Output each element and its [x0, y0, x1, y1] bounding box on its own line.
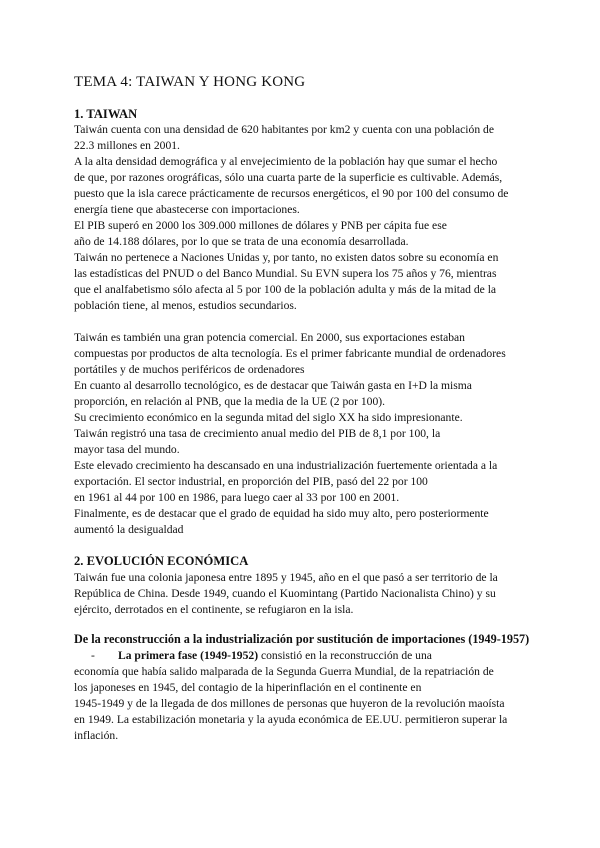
- paragraph-line: Su crecimiento económico en la segunda mitad del siglo XX ha sido impresionante.: [74, 411, 463, 424]
- paragraph-line: Taiwán registró una tasa de crecimiento anual medio del PIB de 8,1 por 100, la: [74, 427, 441, 440]
- paragraph-line: El PIB superó en 2000 los 309.000 millones de dólares y PNB per cápita fue ese: [74, 219, 447, 232]
- paragraph-line: economía que había salido malparada de la Segunda Guerra Mundial, de la repatriación de: [74, 665, 494, 678]
- section-heading: 2. EVOLUCIÓN ECONÓMICA: [74, 554, 249, 568]
- paragraph-line: En cuanto al desarrollo tecnológico, es de destacar que Taiwán gasta en I+D la misma: [74, 379, 472, 392]
- paragraph-line: Este elevado crecimiento ha descansado en una industrialización fuertemente orientada a la: [74, 459, 498, 472]
- paragraph-line: compuestas por productos de alta tecnología. Es el primer fabricante mundial de ordenadores: [74, 347, 506, 360]
- paragraph-line: los japoneses en 1945, del contagio de la hiperinflación en el continente en: [74, 681, 422, 694]
- paragraph-line: Taiwán es también una gran potencia comercial. En 2000, sus exportaciones estaban: [74, 331, 465, 344]
- bullet-text: consistió en la reconstrucción de una: [258, 649, 432, 662]
- paragraph-line: 22.3 millones en 2001.: [74, 139, 180, 152]
- paragraph-line: portátiles y de muchos periféricos de ordenadores: [74, 363, 305, 376]
- paragraph-line: Taiwán fue una colonia japonesa entre 1895 y 1945, año en el que pasó a ser territorio de la: [74, 571, 498, 584]
- subsection-heading: De la reconstrucción a la industrialización por sustitución de importaciones (1949-1957): [74, 632, 530, 646]
- paragraph-line: Taiwán cuenta con una densidad de 620 habitantes por km2 y cuenta con una población de: [74, 123, 494, 136]
- document-title: TEMA 4: TAIWAN Y HONG KONG: [74, 74, 306, 90]
- paragraph-line: de que, por razones orográficas, sólo una cuarta parte de la superficie es cultivable. Además,: [74, 171, 503, 184]
- paragraph-line: 1945-1949 y de la llegada de dos millones de personas que huyeron de la revolución maoísta: [74, 697, 505, 710]
- paragraph-line: las estadísticas del PNUD o del Banco Mundial. Su EVN supera los 75 años y 76, mientras: [74, 267, 497, 280]
- paragraph-line: que el analfabetismo sólo afecta al 5 por 100 de la población adulta y más de la mitad de la: [74, 283, 497, 296]
- paragraph-line: mayor tasa del mundo.: [74, 443, 180, 456]
- bullet-line: [91, 648, 432, 664]
- paragraph-line: en 1949. La estabilización monetaria y la ayuda económica de EE.UU. permitieron superar la: [74, 713, 508, 726]
- paragraph-line: A la alta densidad demográfica y al envejecimiento de la población hay que sumar el hecho: [74, 155, 498, 168]
- paragraph-line: en 1961 al 44 por 100 en 1986, para luego caer al 33 por 100 en 2001.: [74, 491, 400, 504]
- bullet-bold-text: La primera fase (1949-1952): [118, 649, 259, 662]
- bullet-dash: -: [91, 649, 95, 662]
- paragraph-line: año de 14.188 dólares, por lo que se trata de una economía desarrollada.: [74, 235, 409, 248]
- paragraph-line: Finalmente, es de destacar que el grado de equidad ha sido muy alto, pero posteriormente: [74, 507, 489, 520]
- paragraph-line: energía tiene que abastecerse con importaciones.: [74, 203, 300, 216]
- paragraph-line: Taiwán no pertenece a Naciones Unidas y, por tanto, no existen datos sobre su economía en: [74, 251, 499, 264]
- paragraph-line: ejército, derrotados en el continente, se refugiaron en la isla.: [74, 603, 354, 616]
- paragraph-line: proporción, en relación al PNB, que la media de la UE (2 por 100).: [74, 395, 386, 408]
- paragraph-line: inflación.: [74, 729, 119, 742]
- section-heading: 1. TAIWAN: [74, 107, 138, 121]
- paragraph-line: exportación. El sector industrial, en proporción del PIB, pasó del 22 por 100: [74, 475, 428, 488]
- paragraph-line: puesto que la isla carece prácticamente de recursos energéticos, el 90 por 100 del consumo de: [74, 187, 509, 200]
- paragraph-line: población tiene, al menos, estudios secundarios.: [74, 299, 297, 312]
- paragraph-line: República de China. Desde 1949, cuando el Kuomintang (Partido Nacionalista Chino) y su: [74, 587, 496, 600]
- paragraph-line: aumentó la desigualdad: [74, 523, 184, 536]
